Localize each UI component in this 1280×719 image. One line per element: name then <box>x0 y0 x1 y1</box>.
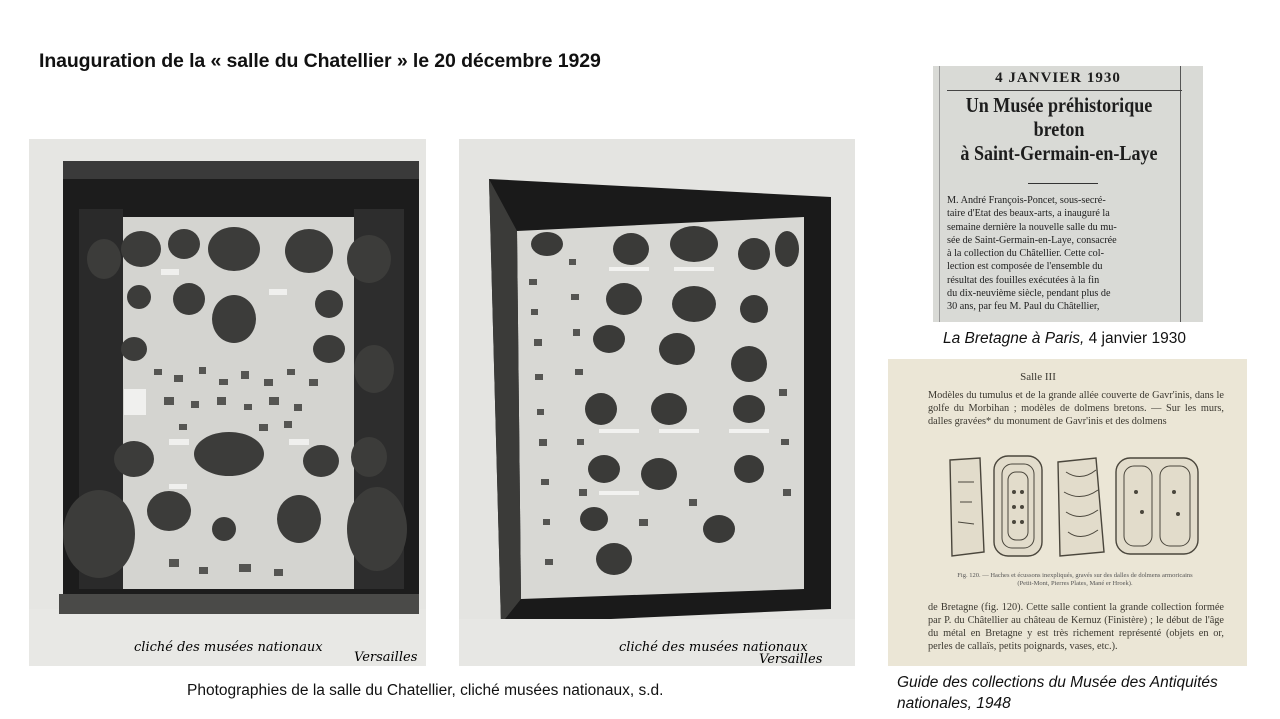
newspaper-clipping <box>933 66 1203 322</box>
headline-line-3: à Saint-Germain-en-Laye <box>960 141 1158 165</box>
newspaper-caption-date: 4 janvier 1930 <box>1084 330 1186 347</box>
handwritten-note-left-2: Versailles <box>354 650 418 665</box>
museum-photo-right <box>459 139 855 666</box>
handwritten-note-right-2: Versailles <box>759 652 823 666</box>
handwritten-note-left: cliché des musées nationaux <box>134 640 323 655</box>
newspaper-caption <box>943 330 1186 348</box>
newspaper-caption-title: La Bretagne à Paris, <box>943 330 1085 347</box>
headline-rule <box>1028 183 1098 184</box>
photos-caption: Photographies de la salle du Chatellier, cliché musées nationaux, s.d. <box>187 682 664 699</box>
handwritten-note-right: cliché des musées nationaux <box>619 640 808 655</box>
column-rule-right <box>1180 66 1203 322</box>
newspaper-date: 4 JANVIER 1930 <box>995 70 1121 86</box>
body-line: M. André François-Poncet, sous-secré- <box>947 195 1106 206</box>
body-line: sée de Saint-Germain-en-Laye, consacrée <box>947 234 1117 246</box>
body-line: lection est composée de l'ensemble du <box>947 261 1103 273</box>
body-line: taire d'Etat des beaux-arts, a inauguré la <box>947 208 1110 220</box>
headline-line-2: breton <box>1033 117 1085 141</box>
body-line: résultat des fouilles exécutées à la fin <box>947 274 1100 286</box>
guide-caption-line-2: nationales, 1948 <box>897 695 1011 712</box>
museum-photo-left <box>29 139 426 666</box>
guide-figure-caption: Fig. 120. — Haches et écussons inexpliqués, gravés sur des dalles de dolmens armoricains (Petit-Mont, Pierres Plates, Mané er Hroek). <box>957 572 1193 587</box>
newspaper-body <box>947 194 1183 314</box>
rule-top <box>947 90 1182 91</box>
guide-intro: Modèles du tumulus et de la grande allée couverte de Gavr'inis, dans le golfe du Morbihan ; modèles de dolmens bretons. — Sur les murs, dalles gravées* du monument de Gavr'inis et des dolmens <box>928 390 1224 427</box>
body-line: du dix-neuvième siècle, pendant plus de <box>947 288 1111 300</box>
guide-outro: de Bretagne (fig. 120). Cette salle contient la grande collection formée par P. du Châtellier au château de Kernuz (Finistère) ; le début de l'âge du métal en Bretagne y est très richement représenté (objets en or, perles de callaïs, petits poignards, vases, etc.). <box>928 602 1224 652</box>
headline-line-1: Un Musée préhistorique <box>965 93 1153 117</box>
body-line: à la collection du Châtellier. Cette col- <box>947 248 1105 260</box>
page-title: Inauguration de la « salle du Chatellier » le 20 décembre 1929 <box>39 50 601 72</box>
guide-heading: Salle III <box>1020 371 1056 383</box>
guide-caption <box>897 672 1218 714</box>
body-line: 30 ans, par feu M. Paul du Châtellier, <box>947 301 1100 313</box>
guide-page <box>888 359 1247 666</box>
guide-caption-line-1: Guide des collections du Musée des Antiquités <box>897 674 1218 691</box>
engraved-slabs-figure <box>946 452 1206 562</box>
body-line: semaine dernière la nouvelle salle du mu- <box>947 221 1117 233</box>
column-rule-left <box>933 66 940 322</box>
